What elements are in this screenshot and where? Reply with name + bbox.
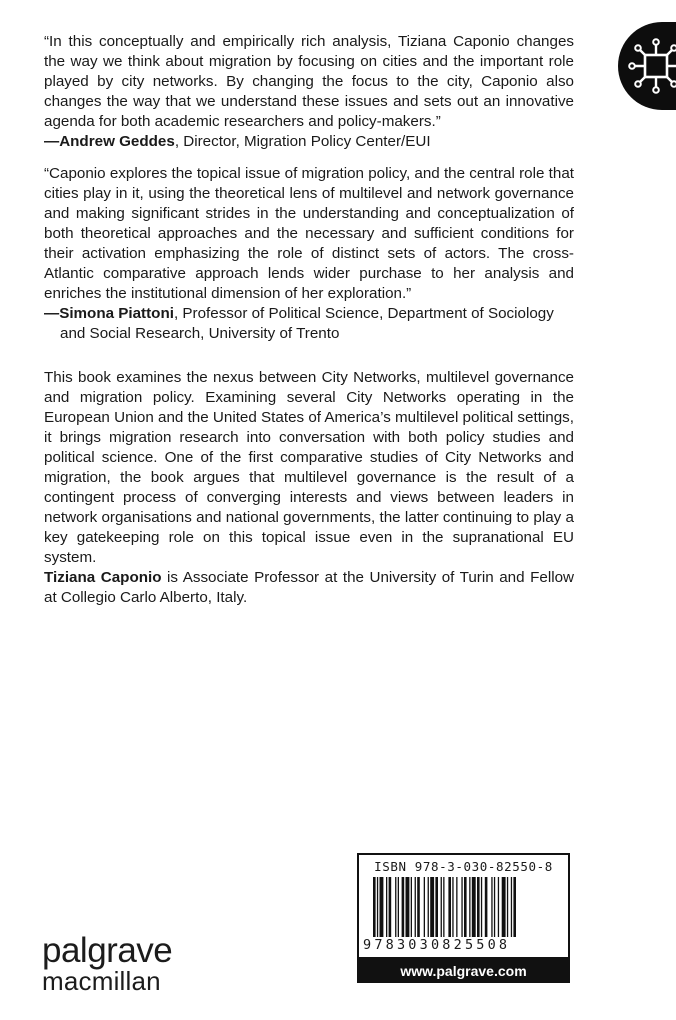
barcode-bar xyxy=(441,877,442,937)
quote-attribution xyxy=(44,132,574,152)
barcode-bar xyxy=(494,877,495,937)
barcode-bar xyxy=(448,877,451,937)
logo-line-macmillan: macmillan xyxy=(42,966,161,996)
quote-author: Andrew Geddes xyxy=(59,133,175,150)
barcode-bar xyxy=(435,877,438,937)
barcode-bar xyxy=(513,877,516,937)
quote-attribution xyxy=(44,304,574,344)
barcode-bar xyxy=(402,877,405,937)
series-badge xyxy=(618,22,676,110)
barcode-bar xyxy=(373,877,376,937)
book-description xyxy=(44,368,574,568)
barcode-bar xyxy=(472,877,476,937)
barcode-bar xyxy=(389,877,392,937)
attribution-dash: — xyxy=(44,133,60,150)
bio-text xyxy=(44,568,574,608)
quote-affiliation: , Professor of Political Science, Department of Sociology and Social Research, University of Trento xyxy=(60,305,554,342)
barcode-bar xyxy=(507,877,508,937)
barcode-bar xyxy=(377,877,378,937)
barcode-bar xyxy=(398,877,399,937)
barcode-bar xyxy=(380,877,384,937)
barcode-bar xyxy=(386,877,387,937)
barcode-bar xyxy=(428,877,429,937)
quote-piattoni xyxy=(44,164,574,344)
barcode-bars xyxy=(373,877,558,937)
barcode-bar xyxy=(411,877,412,937)
network-icon xyxy=(628,38,676,94)
barcode-digits: 9783030825508 xyxy=(363,937,511,953)
barcode-bar xyxy=(424,877,425,937)
quote-text: “In this conceptually and empirically rich analysis, Tiziana Caponio changes the way we think about migration by focusing on cities and the important role played by city networks. By changing the focus to the city, Caponio also changes the way that we understand these issues and sets out an innovative agenda for both academic researchers and policy-makers.” xyxy=(44,33,574,130)
quote-text: “Caponio explores the topical issue of migration policy, and the central role that cities play in it, using the theoretical lens of multilevel and network governance and making significant strides in the understanding and conceptualization of both theoretical approaches and the necessary and sufficient conditions for their activation emphasizing the role of distinct sets of actors. The cross-Atlantic comparative approach lends wider purchase to her analysis and enriches the institutional dimension of her exploration.” xyxy=(44,165,574,302)
barcode-bar xyxy=(511,877,512,937)
barcode-bar xyxy=(430,877,434,937)
quote-author: Simona Piattoni xyxy=(59,305,174,322)
barcode-bar xyxy=(395,877,396,937)
barcode-bar xyxy=(456,877,457,937)
barcode-bar xyxy=(417,877,420,937)
barcode-bar xyxy=(502,877,506,937)
bio-author-name: Tiziana Caponio xyxy=(44,569,162,586)
barcode-bar xyxy=(443,877,444,937)
barcode-bar xyxy=(491,877,492,937)
barcode-bar xyxy=(485,877,488,937)
barcode-bar xyxy=(415,877,416,937)
author-bio xyxy=(44,568,574,608)
barcode-bar xyxy=(406,877,410,937)
quote-geddes xyxy=(44,32,574,152)
isbn-barcode xyxy=(357,853,570,959)
barcode-bar xyxy=(469,877,470,937)
bio-description: is Associate Professor at the University of Turin and Fellow at Collegio Carlo Alberto, Italy. xyxy=(44,569,575,606)
description-text: This book examines the nexus between City Networks, multilevel governance and migration policy. Examining several City Networks operating in the European Union and the United States of America’s multilevel political settings, it brings migration research into conversation with both policy studies and political science. One of the first comparative studies of City Networks and migration, the book argues that multilevel governance is the result of a contingent process of converging interests and views between leaders in network organisations and national governments, the latter continuing to play a key gatekeeping role on this topical issue even in the supranational EU system. xyxy=(44,369,574,566)
quote-affiliation: , Director, Migration Policy Center/EUI xyxy=(174,133,431,150)
attribution-dash: — xyxy=(44,305,60,322)
publisher-url[interactable]: www.palgrave.com xyxy=(357,959,570,983)
barcode-bar xyxy=(461,877,462,937)
isbn-label: ISBN 978-3-030-82550-8 xyxy=(374,859,553,874)
palgrave-macmillan-logo xyxy=(42,931,192,996)
barcode-bar xyxy=(477,877,480,937)
logo-line-palgrave: palgrave xyxy=(42,931,173,970)
barcode-bar xyxy=(498,877,499,937)
barcode-bar xyxy=(464,877,467,937)
barcode-bar xyxy=(481,877,482,937)
barcode-bar xyxy=(452,877,453,937)
